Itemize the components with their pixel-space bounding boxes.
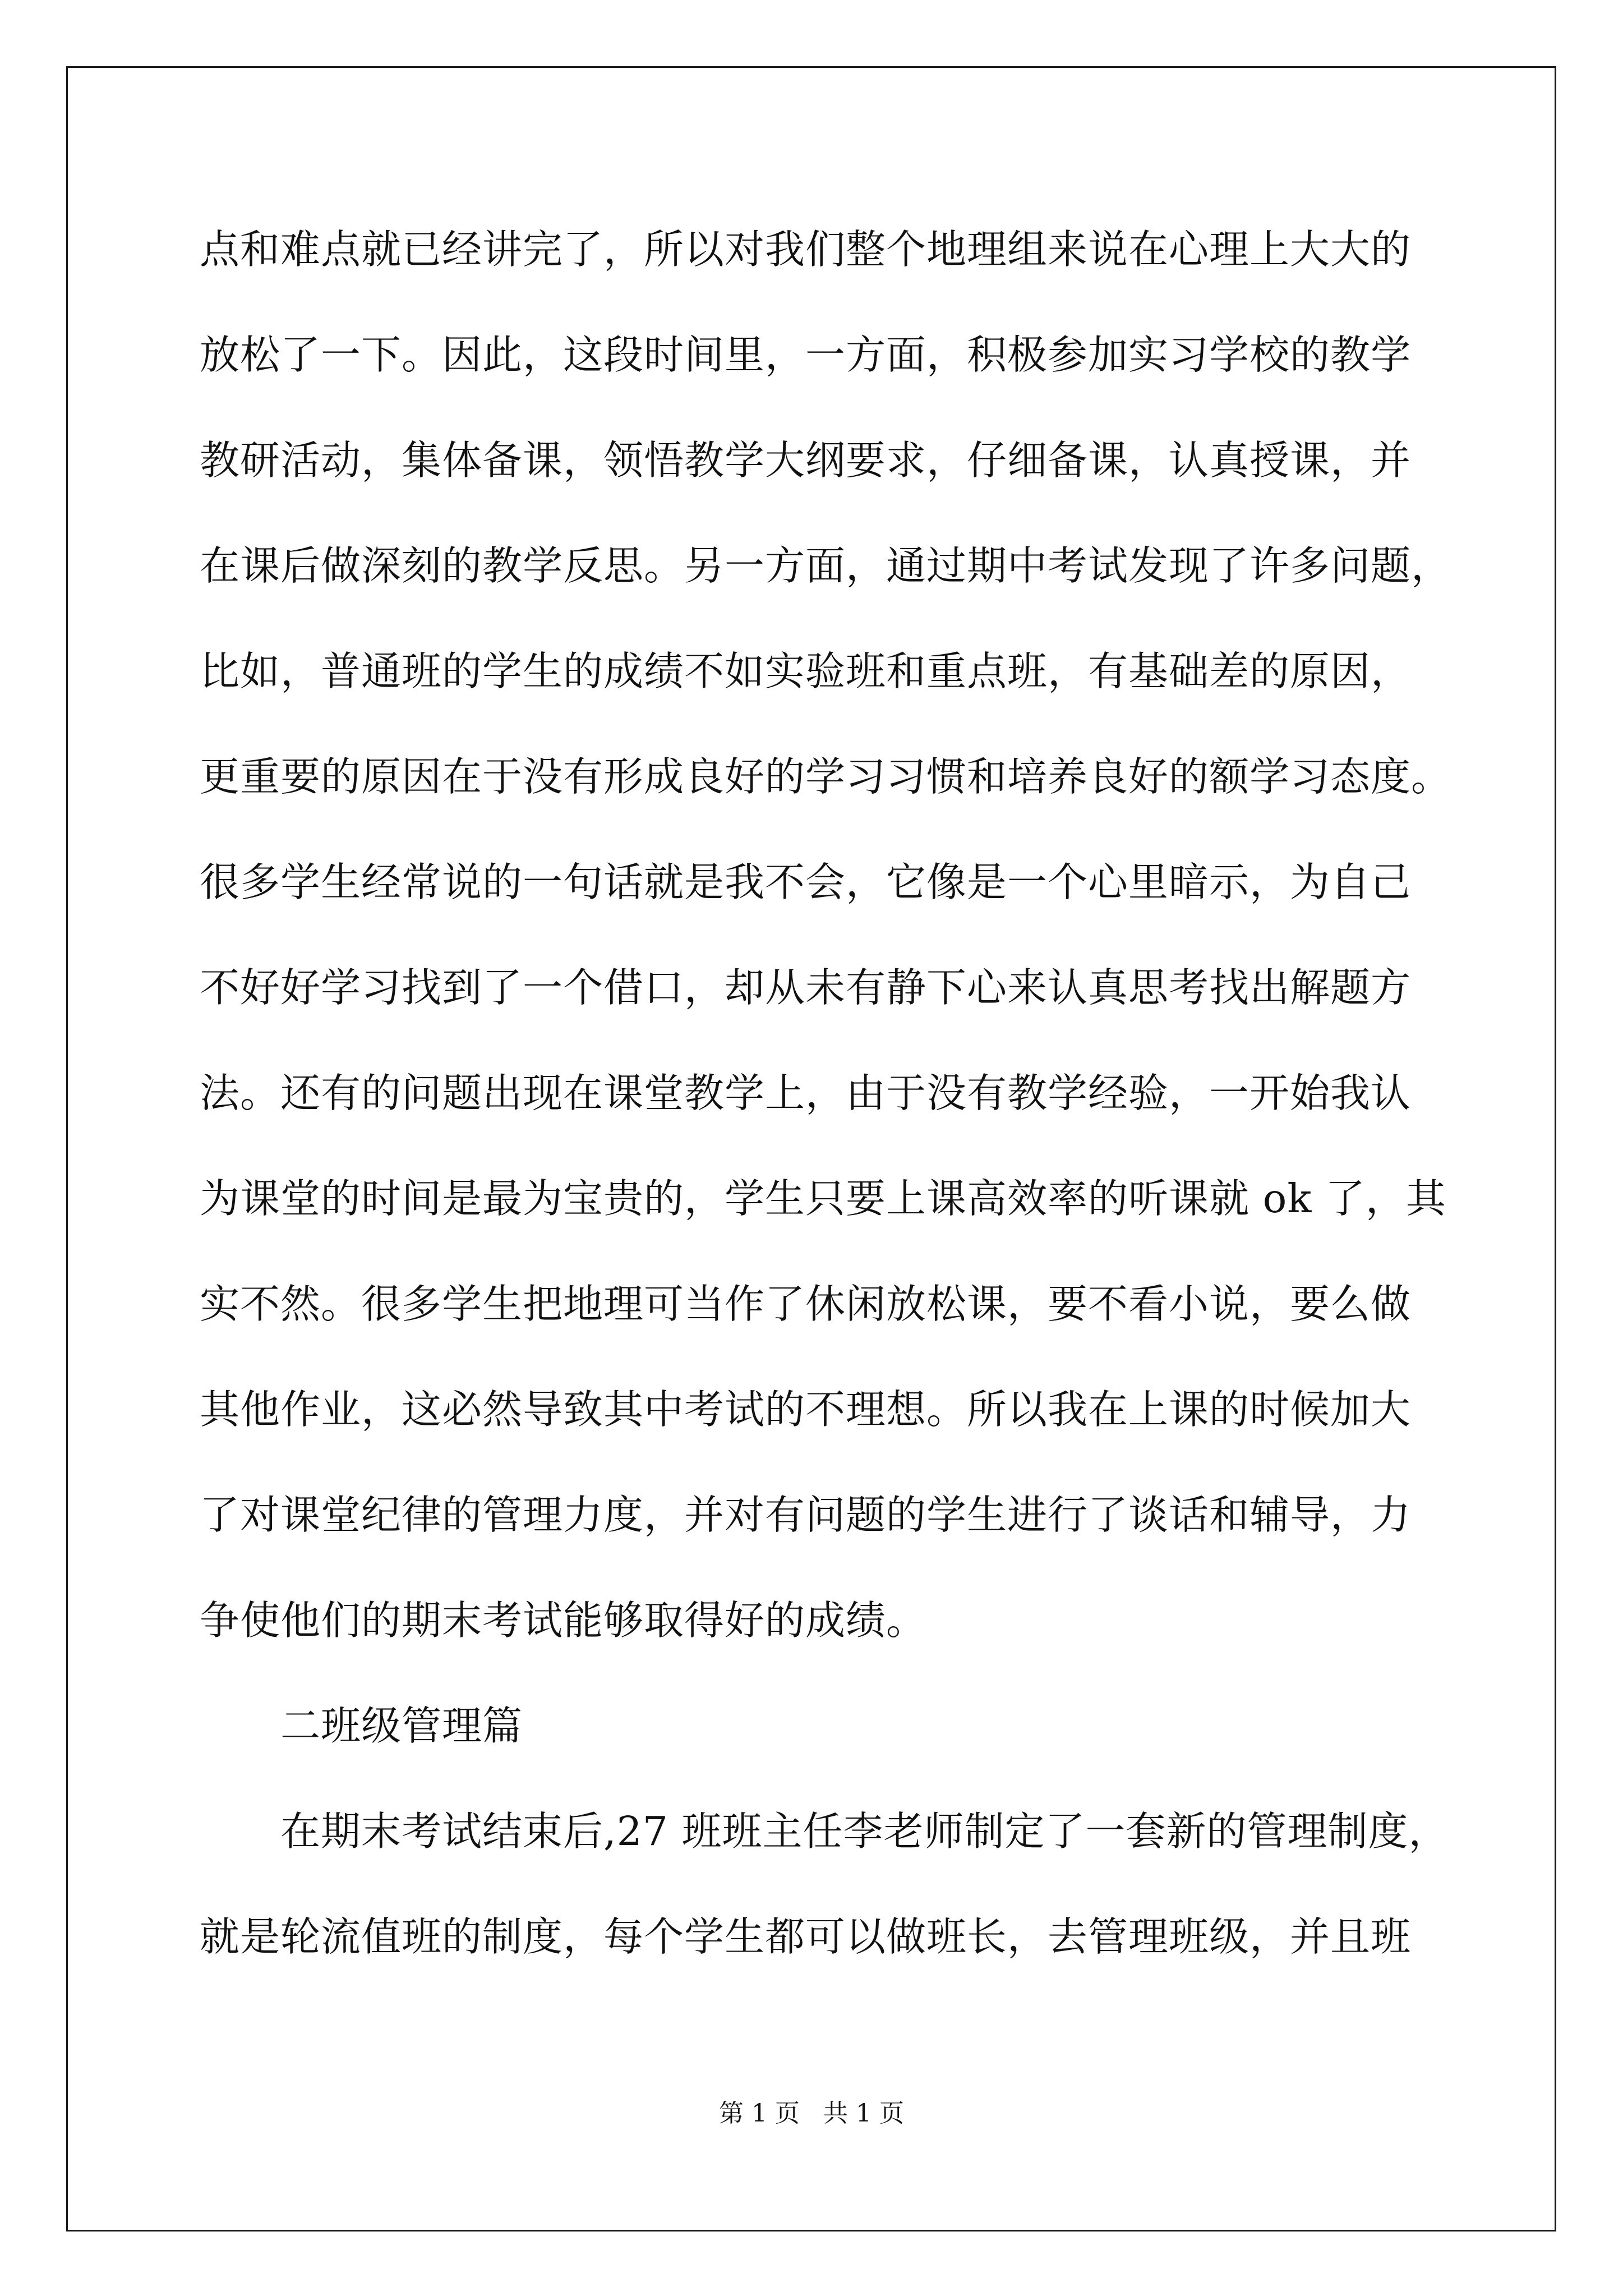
page-footer: 第 1 页 共 1 页 [719, 2099, 904, 2128]
paragraph-line: 在期末考试结束后,27 班班主任李老师制定了一套新的管理制度， [280, 1808, 1449, 1855]
paragraph-line: 教研活动，集体备课，领悟教学大纲要求，仔细备课，认真授课，并 [200, 437, 1412, 484]
paragraph-line: 在课后做深刻的教学反思。另一方面，通过期中考试发现了许多问题， [200, 542, 1452, 589]
paragraph-line: 更重要的原因在于没有形成良好的学习习惯和培养良好的额学习态度。 [200, 753, 1452, 800]
paragraph-line: 法。还有的问题出现在课堂教学上，由于没有教学经验，一开始我认 [200, 1070, 1412, 1116]
paragraph-line: 了对课堂纪律的管理力度，并对有问题的学生进行了谈话和辅导，力 [200, 1492, 1412, 1538]
section-heading: 二班级管理篇 [280, 1703, 523, 1749]
paragraph-line: 比如，普通班的学生的成绩不如实验班和重点班，有基础差的原因， [200, 648, 1412, 694]
paragraph-line: 为课堂的时间是最为宝贵的，学生只要上课高效率的听课就 ok 了，其 [200, 1175, 1446, 1222]
paragraph-line: 实不然。很多学生把地理可当作了休闲放松课，要不看小说，要么做 [200, 1281, 1412, 1327]
page-border [66, 66, 1556, 2231]
paragraph-line: 很多学生经常说的一句话就是我不会，它像是一个心里暗示，为自己 [200, 859, 1412, 905]
paragraph-line: 点和难点就已经讲完了，所以对我们整个地理组来说在心理上大大的 [200, 226, 1412, 273]
paragraph-line: 不好好学习找到了一个借口，却从未有静下心来认真思考找出解题方 [200, 964, 1412, 1011]
paragraph-line: 其他作业，这必然导致其中考试的不理想。所以我在上课的时候加大 [200, 1386, 1412, 1433]
paragraph-line: 放松了一下。因此，这段时间里，一方面，积极参加实习学校的教学 [200, 332, 1412, 378]
paragraph-line: 就是轮流值班的制度，每个学生都可以做班长，去管理班级，并且班 [200, 1913, 1412, 1960]
paragraph-line: 争使他们的期末考试能够取得好的成绩。 [200, 1597, 927, 1644]
